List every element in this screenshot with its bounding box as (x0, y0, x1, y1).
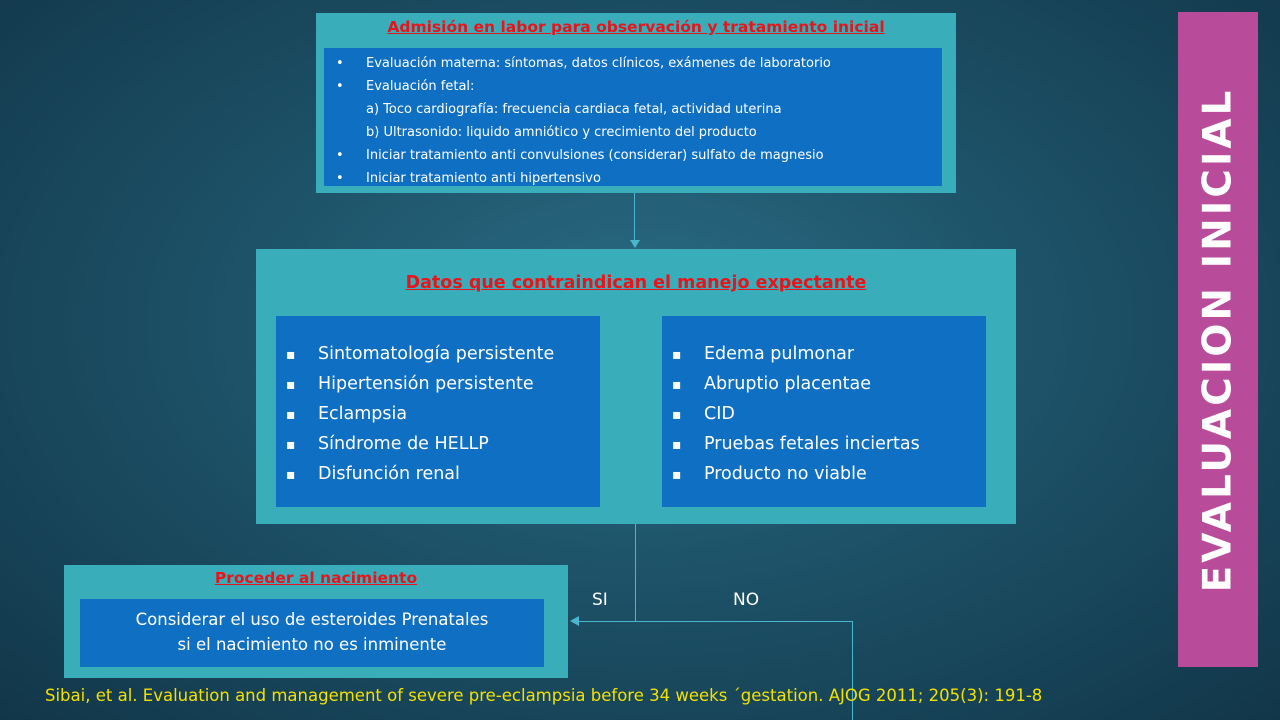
square-bullet-icon: ▪ (672, 347, 682, 363)
contraindications-right-list (662, 316, 986, 490)
yes-label: SI (592, 590, 608, 610)
connector-no-branch (852, 621, 853, 720)
birth-title: Proceder al nacimiento (214, 569, 418, 587)
birth-panel (64, 565, 568, 678)
square-bullet-icon: ▪ (286, 347, 296, 363)
admission-list-item (324, 75, 942, 98)
contraindication-item (672, 340, 986, 370)
contraindication-text: Edema pulmonar (704, 344, 855, 364)
contraindication-item (286, 340, 600, 370)
admission-item-text: Iniciar tratamiento anti hipertensivo (366, 171, 601, 186)
admission-list-item (324, 121, 942, 144)
admission-item-text: b) Ultrasonido: liquido amniótico y crecimiento del producto (366, 125, 757, 140)
bullet-icon: • (336, 56, 344, 71)
square-bullet-icon: ▪ (286, 467, 296, 483)
contraindication-item (672, 430, 986, 460)
admission-list-item (324, 98, 942, 121)
square-bullet-icon: ▪ (672, 467, 682, 483)
citation: Sibai, et al. Evaluation and management of severe pre-eclampsia before 34 weeks ´gestation. AJOG 2011; 205(3): 191-8 (45, 686, 1043, 705)
admission-item-text: Evaluación materna: síntomas, datos clínicos, exámenes de laboratorio (366, 56, 831, 71)
contraindication-text: Hipertensión persistente (318, 374, 534, 394)
admission-item-text: Evaluación fetal: (366, 79, 475, 94)
birth-note-box (80, 599, 544, 667)
contraindication-item (286, 430, 600, 460)
square-bullet-icon: ▪ (672, 407, 682, 423)
arrowhead-left (570, 616, 579, 626)
contraindication-item (286, 460, 600, 490)
contraindications-left-box (276, 316, 600, 507)
admission-item-text: Iniciar tratamiento anti convulsiones (considerar) sulfato de magnesio (366, 148, 824, 163)
contraindication-text: Síndrome de HELLP (318, 434, 489, 454)
admission-list-box (324, 48, 942, 186)
contraindication-text: Abruptio placentae (704, 374, 871, 394)
contraindication-item (286, 370, 600, 400)
square-bullet-icon: ▪ (672, 377, 682, 393)
contraindication-text: CID (704, 404, 735, 424)
admission-item-text: a) Toco cardiografía: frecuencia cardiaca fetal, actividad uterina (366, 102, 782, 117)
admission-panel (316, 13, 956, 193)
contraindications-left-list (276, 316, 600, 490)
bullet-icon: • (336, 171, 344, 186)
contraindications-title: Datos que contraindican el manejo expectante (405, 273, 867, 293)
square-bullet-icon: ▪ (286, 377, 296, 393)
contraindication-text: Pruebas fetales inciertas (704, 434, 920, 454)
admission-list-item (324, 167, 942, 190)
admission-list-item (324, 52, 942, 75)
contraindication-text: Producto no viable (704, 464, 867, 484)
admission-list (324, 48, 942, 190)
contraindication-text: Sintomatología persistente (318, 344, 555, 364)
bullet-icon: • (336, 79, 344, 94)
side-title-bar (1178, 12, 1258, 667)
birth-note-line2: si el nacimiento no es inminente (177, 635, 447, 654)
bullet-icon: • (336, 148, 344, 163)
no-label: NO (733, 590, 760, 610)
square-bullet-icon: ▪ (286, 407, 296, 423)
square-bullet-icon: ▪ (672, 437, 682, 453)
contraindications-panel (256, 249, 1016, 524)
birth-note-line1: Considerar el uso de esteroides Prenatales (135, 610, 489, 629)
side-title-text: EVALUACION INICIAL (1195, 87, 1241, 592)
connector-horizontal-to-birth (578, 621, 852, 622)
arrowhead-down (630, 240, 640, 248)
admission-list-item (324, 144, 942, 167)
contraindication-text: Eclampsia (318, 404, 408, 424)
square-bullet-icon: ▪ (286, 437, 296, 453)
contraindication-text: Disfunción renal (318, 464, 460, 484)
admission-title: Admisión en labor para observación y tratamiento inicial (387, 18, 885, 36)
connector-admission-to-contraindications (634, 193, 635, 241)
contraindication-item (672, 400, 986, 430)
contraindication-item (286, 400, 600, 430)
connector-down-from-contraindications (635, 524, 636, 621)
contraindication-item (672, 370, 986, 400)
contraindication-item (672, 460, 986, 490)
contraindications-right-box (662, 316, 986, 507)
